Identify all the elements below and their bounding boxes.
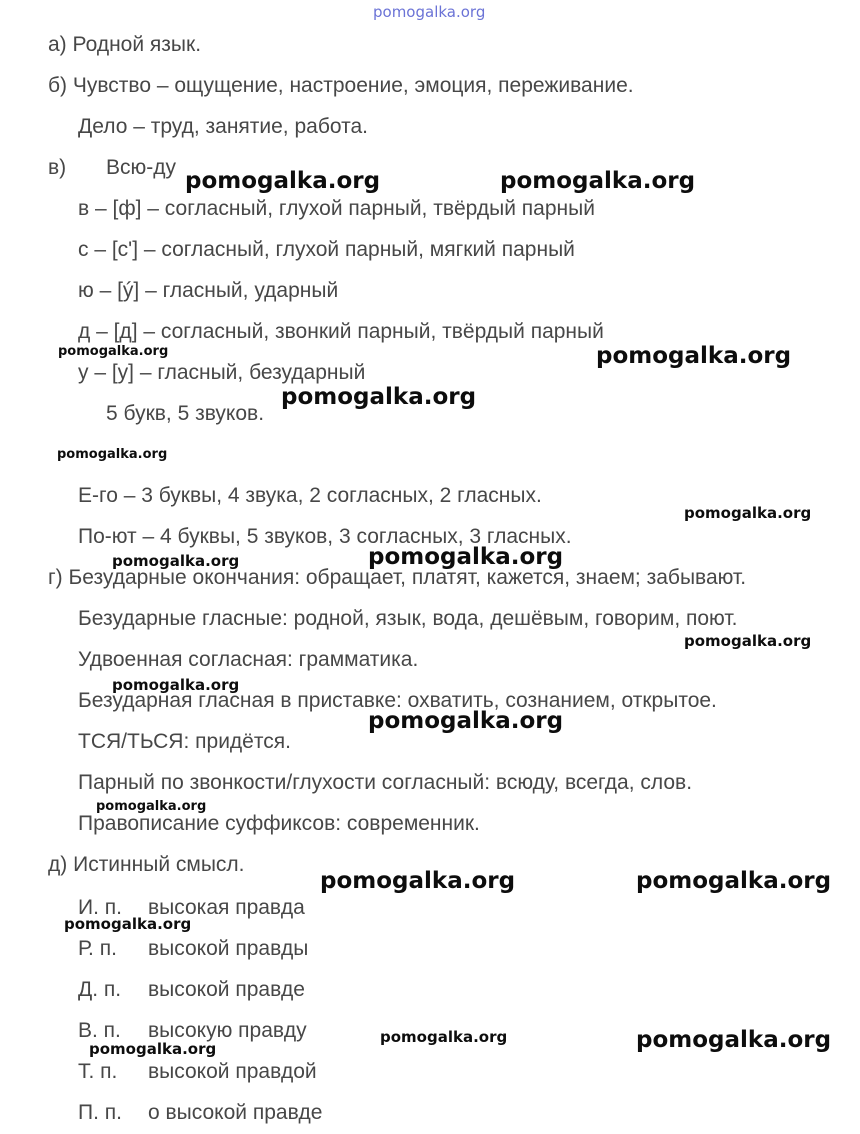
section-b-marker: б)	[48, 74, 68, 97]
section-b-line2: Дело – труд, занятие, работа.	[78, 115, 368, 138]
section-d-line	[48, 853, 245, 877]
declension-form: высокой правды	[148, 937, 309, 960]
declension-row	[78, 1060, 317, 1084]
watermark: pomogalka.org	[684, 504, 812, 522]
section-v-word: Всю-ду	[106, 156, 177, 179]
watermark: pomogalka.org	[380, 1028, 508, 1046]
rule-line: Удвоенная согласная: грамматика.	[78, 648, 419, 671]
watermark: pomogalka.org	[112, 552, 240, 570]
watermark: pomogalka.org	[281, 384, 477, 410]
watermark: pomogalka.org	[64, 915, 192, 933]
watermark: pomogalka.org	[58, 344, 169, 359]
declension-case: В. п.	[78, 1019, 121, 1042]
section-a	[48, 33, 201, 57]
watermark: pomogalka.org	[89, 1040, 217, 1058]
watermark: pomogalka.org	[57, 447, 168, 462]
rule-line: Безударные гласные: родной, язык, вода, дешёвым, говорим, поют.	[78, 607, 738, 630]
declension-form: высокой правдой	[148, 1060, 317, 1083]
declension-case: Р. п.	[78, 937, 117, 960]
declension-form: высокой правде	[148, 978, 305, 1001]
watermark: pomogalka.org	[320, 868, 516, 894]
watermark: pomogalka.org	[112, 676, 240, 694]
declension-case: И. п.	[78, 896, 122, 919]
section-b-line1	[48, 74, 634, 98]
watermark: pomogalka.org	[96, 799, 207, 814]
section-v-marker: в)	[48, 156, 67, 179]
section-g-marker: г)	[48, 566, 63, 589]
section-b-text1: Чувство – ощущение, настроение, эмоция, переживание.	[72, 74, 634, 97]
watermark: pomogalka.org	[636, 1027, 832, 1053]
phonetic-line: у – [у] – гласный, безударный	[78, 361, 366, 384]
extra-line: По-ют – 4 буквы, 5 звуков, 3 согласных, 3 гласных.	[78, 525, 572, 548]
section-d-marker: д)	[48, 853, 68, 876]
watermark: pomogalka.org	[684, 632, 812, 650]
section-a-marker: а)	[48, 33, 67, 56]
watermark: pomogalka.org	[368, 708, 564, 734]
phonetic-line: с – [с'] – согласный, глухой парный, мягкий парный	[78, 238, 575, 261]
watermark: pomogalka.org	[596, 343, 792, 369]
declension-row	[78, 1101, 322, 1125]
declension-case: П. п.	[78, 1101, 122, 1124]
extra-line: Е-го – 3 буквы, 4 звука, 2 согласных, 2 гласных.	[78, 484, 542, 507]
rule-line: Парный по звонкости/глухости согласный: всюду, всегда, слов.	[78, 771, 693, 794]
rule-line: Безударная гласная в приставке: охватить, сознанием, открытое.	[78, 689, 717, 712]
declension-case: Т. п.	[78, 1060, 118, 1083]
declension-form: о высокой правде	[148, 1101, 323, 1124]
section-d-text: Истинный смысл.	[73, 853, 245, 876]
watermark: pomogalka.org	[636, 868, 832, 894]
phonetic-line: ю – [ý] – гласный, ударный	[78, 279, 339, 302]
declension-row	[78, 937, 308, 961]
watermark: pomogalka.org	[500, 168, 696, 194]
declension-row	[78, 978, 305, 1002]
phonetic-line: д – [д] – согласный, звонкий парный, твёрдый парный	[78, 320, 604, 343]
declension-form: высокую правду	[148, 1019, 307, 1042]
rule-line: Правописание суффиксов: современник.	[78, 812, 480, 835]
watermark: pomogalka.org	[368, 544, 564, 570]
watermark-top: pomogalka.org	[373, 3, 486, 21]
section-g-text: Безударные окончания: обращает, платят, кажется, знаем; забывают.	[68, 566, 747, 589]
rule-line: ТСЯ/ТЬСЯ: придётся.	[78, 730, 291, 753]
watermark: pomogalka.org	[185, 168, 381, 194]
section-a-text: Родной язык.	[72, 33, 202, 56]
declension-form: высокая правда	[148, 896, 305, 919]
phonetic-line: в – [ф] – согласный, глухой парный, твёрдый парный	[78, 197, 595, 220]
declension-case: Д. п.	[78, 978, 122, 1001]
summary-line: 5 букв, 5 звуков.	[106, 402, 265, 425]
